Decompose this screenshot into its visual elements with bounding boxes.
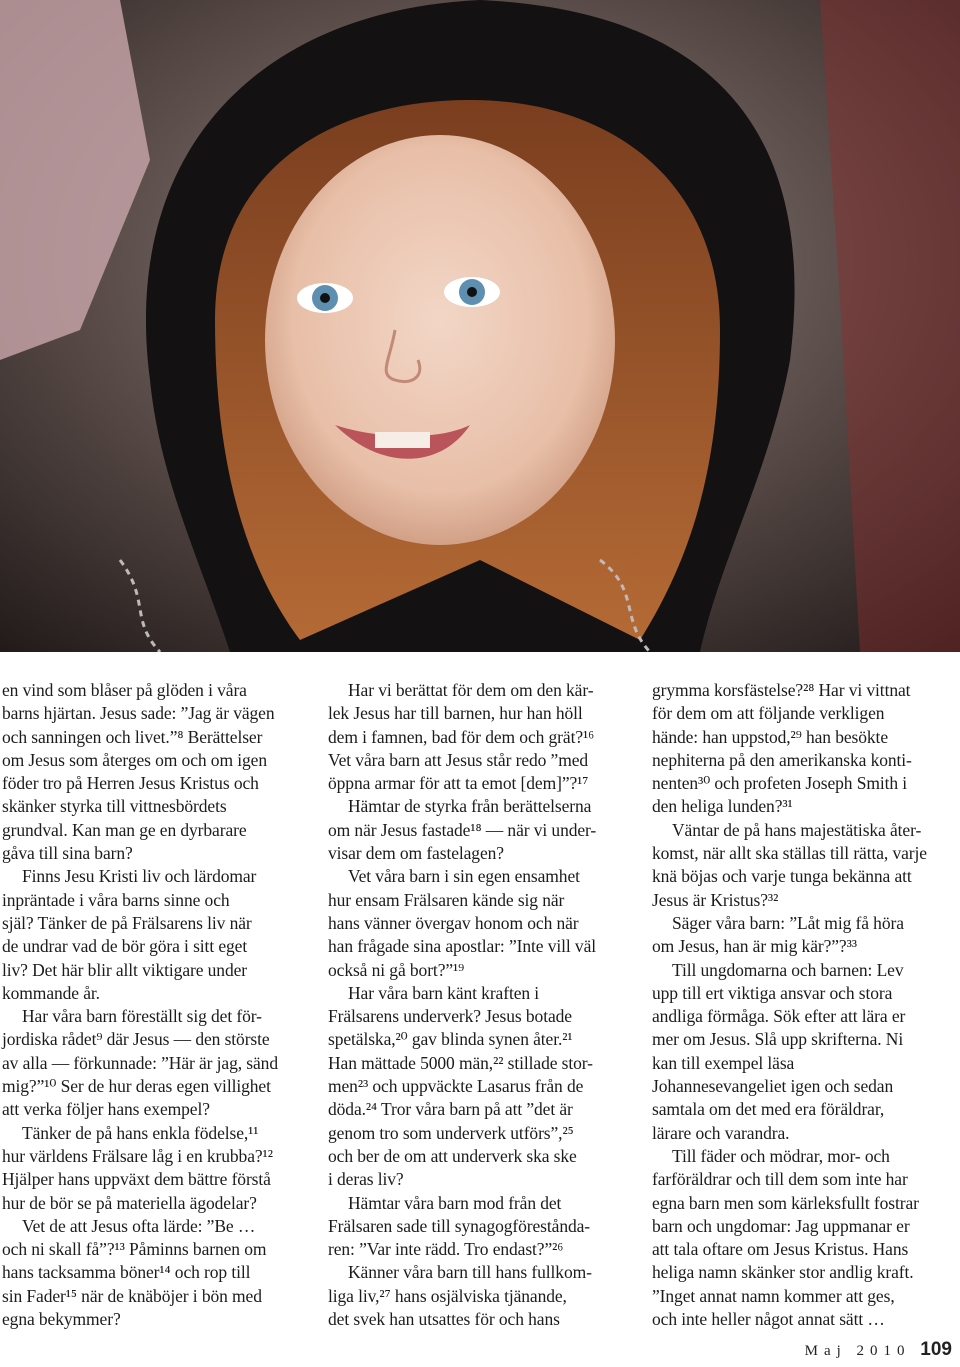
- paragraph-line: han frågade sina apostlar: ”Inte vill väl: [328, 936, 597, 957]
- text-column-3: [652, 679, 952, 1331]
- paragraph-line: Han mättade 5000 män,²² stillade stor-: [328, 1052, 593, 1073]
- paragraph-line: men²³ och uppväckte Lasarus från de: [328, 1076, 584, 1097]
- paragraph-line: grymma korsfästelse?²⁸ Har vi vittnat: [652, 680, 911, 700]
- paragraph-line: om när Jesus fastade¹⁸ — när vi under-: [328, 819, 597, 840]
- paragraph-line: Vet våra barn att Jesus står redo ”med: [328, 749, 589, 770]
- paragraph-line: för dem om att följande verkligen: [652, 703, 885, 724]
- paragraph-line: att tala oftare om Jesus Kristus. Hans: [652, 1239, 909, 1260]
- paragraph-line: spetälska,²⁰ gav blinda synen åter.²¹: [328, 1029, 573, 1050]
- paragraph-line: Har våra barn känt kraften i: [348, 982, 540, 1003]
- page-footer: [805, 1339, 952, 1361]
- paragraph-line: barns hjärtan. Jesus sade: ”Jag är vägen: [2, 703, 275, 724]
- paragraph-line: den heliga lunden?³¹: [652, 796, 793, 817]
- paragraph-line: hur världens Frälsare låg i en krubba?¹²: [2, 1145, 273, 1166]
- paragraph-line: knä böjas och varje tunga bekänna att: [652, 866, 912, 887]
- text-column-2: [328, 679, 628, 1331]
- paragraph-line: liga liv,²⁷ hans osjälviska tjänande,: [328, 1285, 567, 1306]
- paragraph-line: egna barn men som kärleksfullt fostrar: [652, 1192, 919, 1213]
- paragraph-line: föder tro på Herren Jesus Kristus och: [2, 773, 259, 794]
- paragraph-line: mig?”¹⁰ Ser de hur deras egen villighet: [2, 1076, 271, 1097]
- paragraph-line: Finns Jesu Kristi liv och lärdomar: [22, 866, 257, 887]
- paragraph-line: hände: han uppstod,²⁹ han besökte: [652, 726, 888, 747]
- paragraph-line: en vind som blåser på glöden i våra: [2, 680, 247, 700]
- paragraph-line: Till fäder och mödrar, mor- och: [672, 1145, 890, 1166]
- girl-portrait-photo: [0, 0, 960, 652]
- paragraph-line: Väntar de på hans majestätiska åter-: [672, 819, 922, 840]
- paragraph-line: hans vänner övergav honom och när: [328, 912, 579, 933]
- paragraph-line: lek Jesus har till barnen, hur han höll: [328, 703, 583, 724]
- paragraph-line: kommande år.: [2, 982, 100, 1003]
- paragraph-line: Frälsarens underverk? Jesus botade: [328, 1006, 572, 1027]
- paragraph-line: Hämtar de styrka från berättelserna: [348, 796, 592, 817]
- paragraph-line: det svek han utsattes för och hans: [328, 1309, 560, 1330]
- paragraph-line: sin Fader¹⁵ när de knäböjer i bön med: [2, 1285, 262, 1306]
- paragraph-line: och ni skall få”?¹³ Påminns barnen om: [2, 1239, 267, 1260]
- paragraph-line: Hämtar våra barn mod från det: [348, 1192, 562, 1213]
- paragraph-line: Hjälper hans uppväxt dem bättre förstå: [2, 1169, 271, 1190]
- paragraph-line: också ni gå bort?”¹⁹: [328, 959, 465, 980]
- paragraph-line: och sanningen och livet.”⁸ Berättelser: [2, 726, 263, 747]
- paragraph-line: ”Inget annat namn kommer att ges,: [652, 1285, 895, 1306]
- paragraph-line: Har våra barn föreställt sig det för-: [22, 1006, 262, 1027]
- paragraph-line: lärare och varandra.: [652, 1122, 790, 1143]
- paragraph-line: barn och ungdomar: Jag uppmanar er: [652, 1215, 910, 1236]
- paragraph-line: de undrar vad de bör göra i sitt eget: [2, 936, 248, 957]
- paragraph-line: farföräldrar och till dem som inte har: [652, 1169, 908, 1190]
- paragraph-line: mer om Jesus. Slå upp skrifterna. Ni: [652, 1029, 904, 1050]
- paragraph-line: själ? Tänker de på Frälsarens liv när: [2, 912, 252, 933]
- paragraph-line: Vet våra barn i sin egen ensamhet: [348, 866, 580, 887]
- paragraph-line: Säger våra barn: ”Låt mig få höra: [672, 912, 904, 933]
- paragraph-line: hur ensam Frälsaren kände sig när: [328, 889, 565, 910]
- paragraph-line: dem i famnen, bad för dem och grät?¹⁶: [328, 726, 595, 747]
- paragraph-line: att verka följer hans exempel?: [2, 1099, 210, 1120]
- paragraph-line: Vet de att Jesus ofta lärde: ”Be …: [22, 1215, 256, 1236]
- page-number: 109: [920, 1339, 952, 1360]
- paragraph-line: samtala om det med era föräldrar,: [652, 1099, 885, 1120]
- text-column-1: [2, 679, 302, 1331]
- paragraph-line: hur de bör se på materiella ägodelar?: [2, 1192, 257, 1213]
- paragraph-line: grundval. Kan man ge en dyrbarare: [2, 819, 247, 840]
- paragraph-line: hans tacksamma böner¹⁴ och rop till: [2, 1262, 251, 1283]
- paragraph-line: av alla — förkunnade: ”Här är jag, sänd: [2, 1052, 278, 1073]
- paragraph-line: kan till exempel läsa: [652, 1052, 795, 1073]
- paragraph-line: om Jesus som återges om och om igen: [2, 749, 267, 770]
- paragraph-line: upp till ert viktiga ansvar och stora: [652, 982, 893, 1003]
- paragraph-line: och ber de om att underverk ska ske: [328, 1145, 577, 1166]
- issue-label: Maj 2010: [804, 1343, 911, 1359]
- paragraph-line: skänker styrka till vittnesbördets: [2, 796, 227, 817]
- paragraph-line: visar dem om fastelagen?: [328, 843, 504, 864]
- paragraph-line: Frälsaren sade till synagogförestånda-: [328, 1215, 591, 1236]
- paragraph-line: och inte heller något annat sätt …: [652, 1309, 885, 1330]
- paragraph-line: andliga förmåga. Sök efter att lära er: [652, 1006, 906, 1027]
- paragraph-line: genom tro som underverk utförs”,²⁵: [328, 1122, 574, 1143]
- paragraph-line: öppna armar för att ta emot [dem]”?¹⁷: [328, 773, 589, 794]
- paragraph-line: Känner våra barn till hans fullkom-: [348, 1262, 592, 1283]
- paragraph-line: inpräntade i våra barns sinne och: [2, 889, 230, 910]
- paragraph-line: gåva till sina barn?: [2, 843, 133, 864]
- paragraph-line: Tänker de på hans enkla födelse,¹¹: [22, 1122, 259, 1143]
- paragraph-line: jordiska rådet⁹ där Jesus — den störste: [2, 1029, 270, 1050]
- paragraph-line: heliga namn skänker stor andlig kraft.: [652, 1262, 914, 1283]
- paragraph-line: Johannesevangeliet igen och sedan: [652, 1076, 894, 1097]
- paragraph-line: Till ungdomarna och barnen: Lev: [672, 959, 904, 980]
- paragraph-line: om Jesus, han är mig kär?”?³³: [652, 936, 857, 957]
- paragraph-line: Har vi berättat för dem om den kär-: [348, 680, 594, 700]
- paragraph-line: egna bekymmer?: [2, 1309, 121, 1330]
- paragraph-line: döda.²⁴ Tror våra barn på att ”det är: [328, 1099, 573, 1120]
- paragraph-line: i deras liv?: [328, 1169, 404, 1190]
- paragraph-line: nenten³⁰ och profeten Joseph Smith i: [652, 773, 908, 794]
- paragraph-line: Jesus är Kristus?³²: [652, 889, 779, 910]
- paragraph-line: liv? Det här blir allt viktigare under: [2, 959, 248, 980]
- paragraph-line: nephiterna på den amerikanska konti-: [652, 749, 912, 770]
- paragraph-line: komst, när allt ska ställas till rätta, varje: [652, 843, 927, 864]
- paragraph-line: ren: ”Var inte rädd. Tro endast?”²⁶: [328, 1239, 564, 1260]
